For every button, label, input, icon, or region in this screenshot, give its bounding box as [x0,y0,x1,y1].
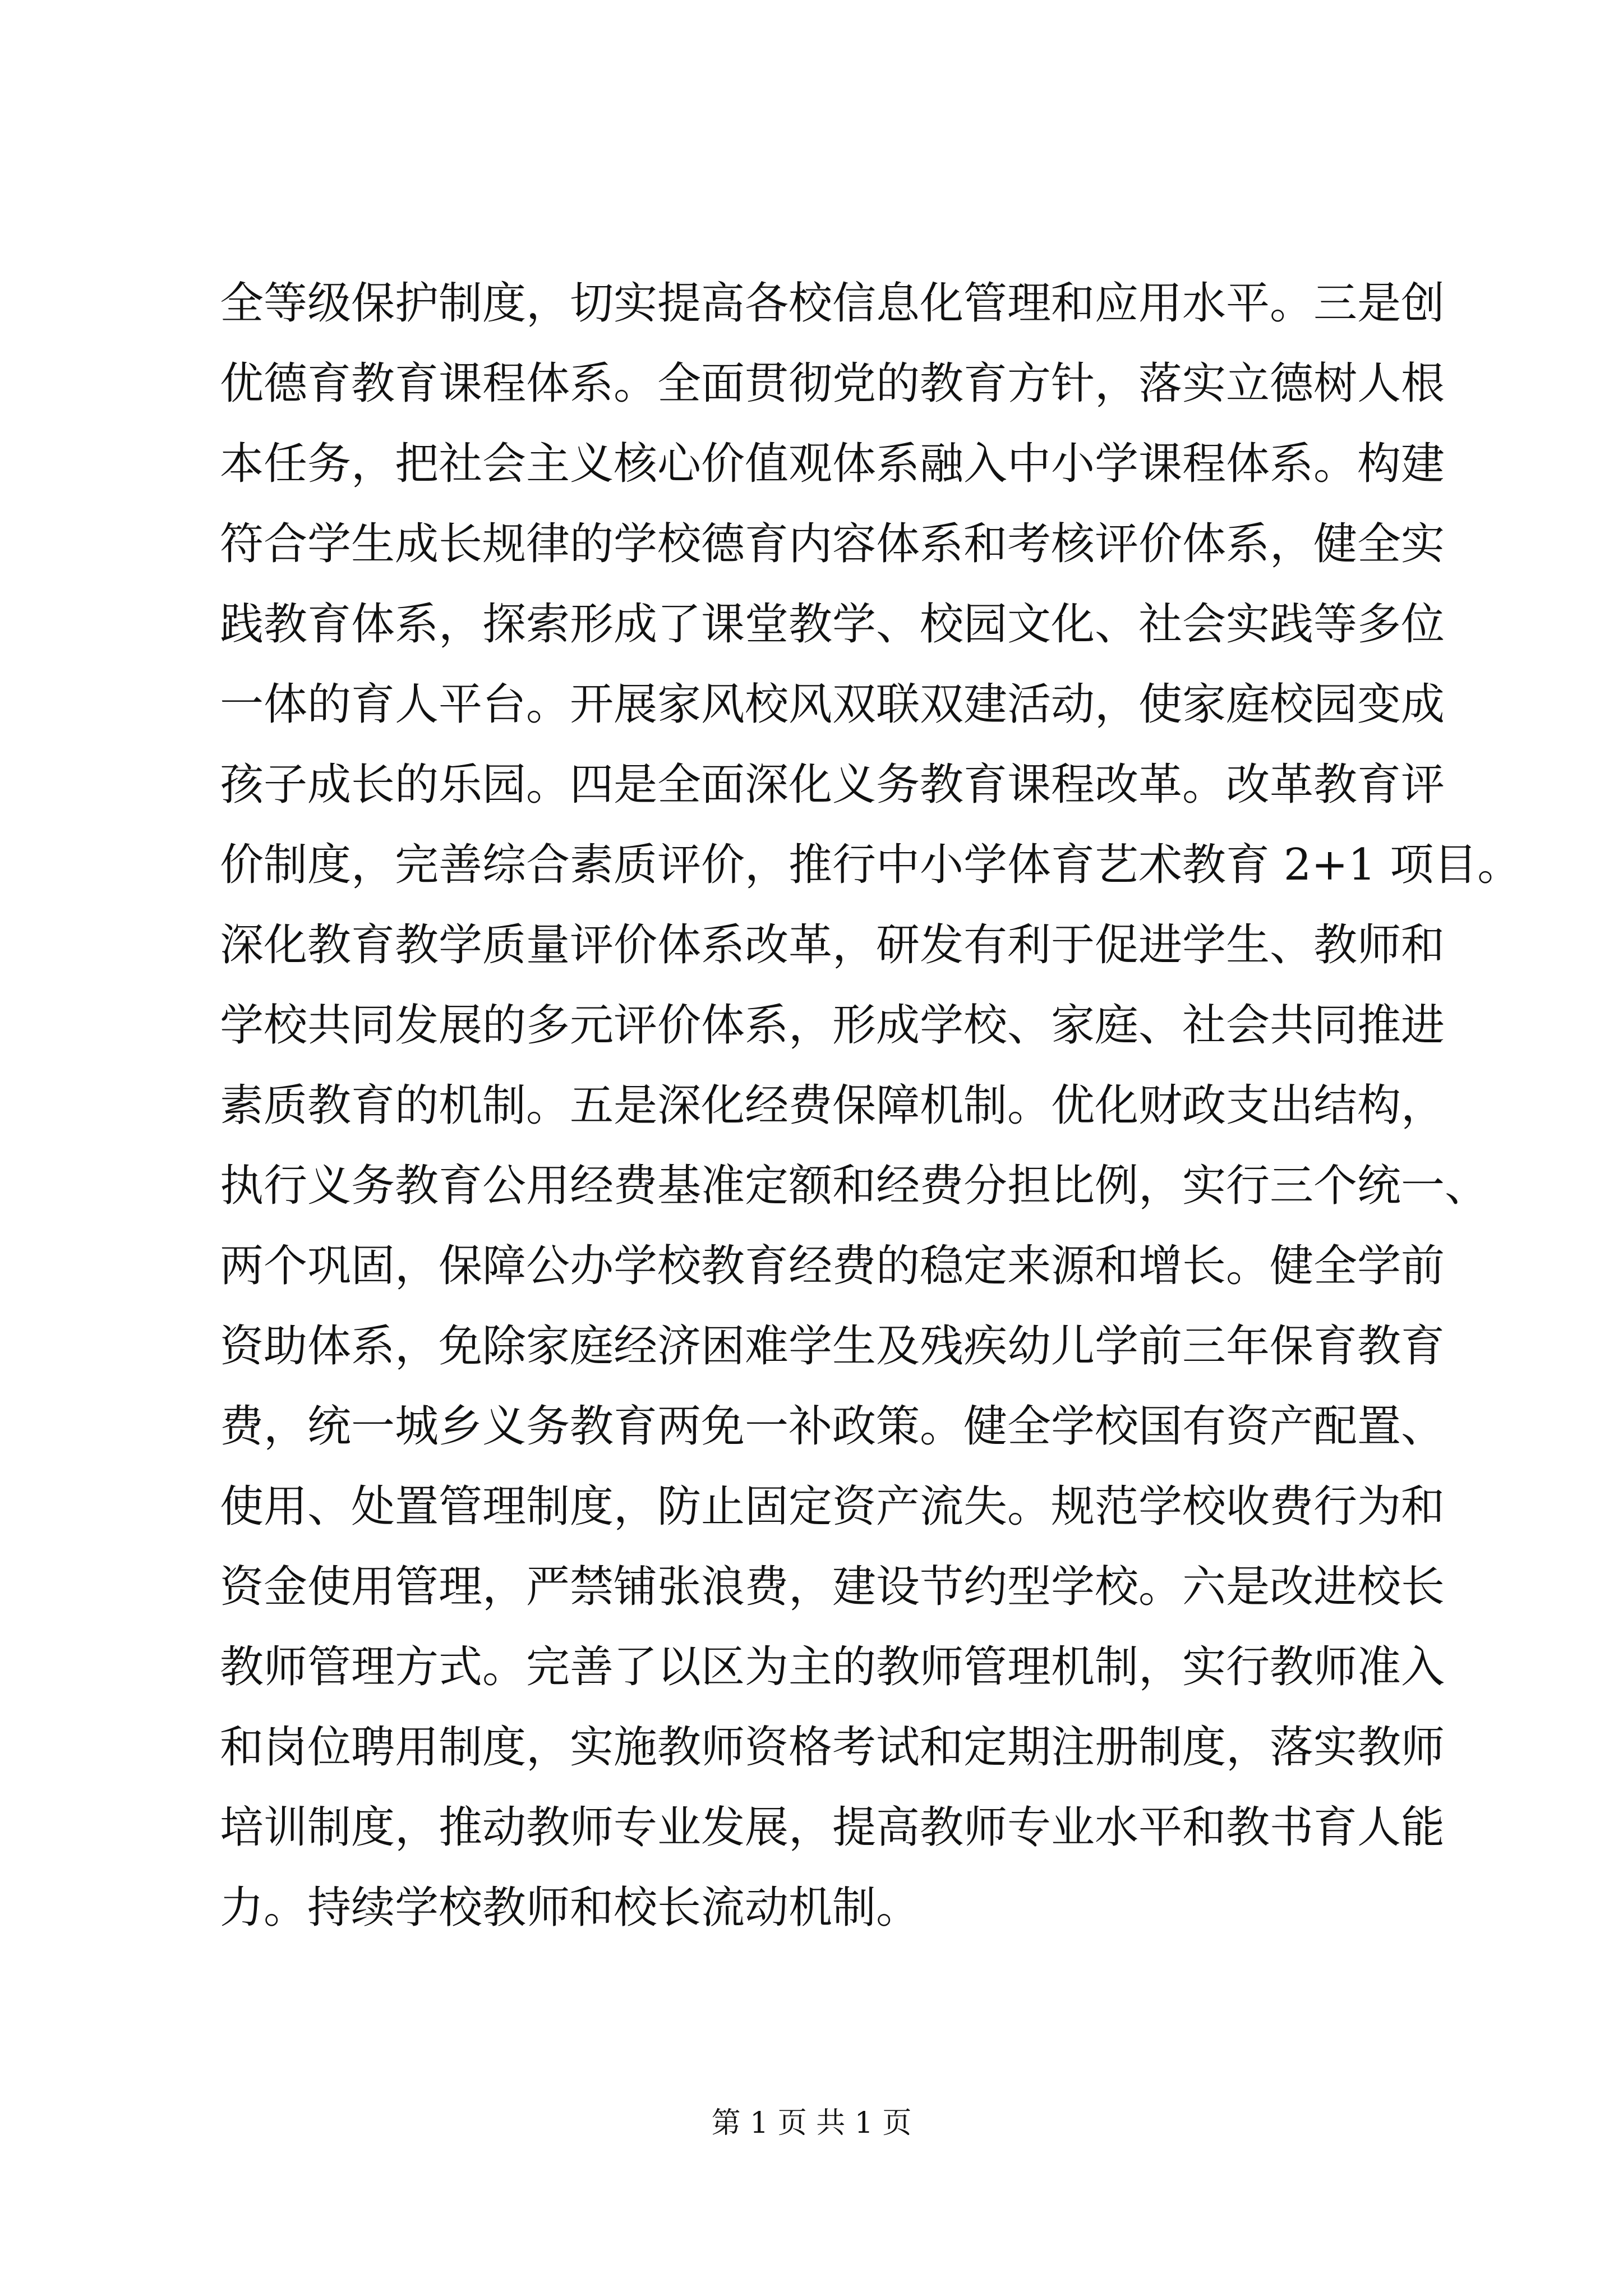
text-line: 素质教育的机制。五是深化经费保障机制。优化财政支出结构， [220,1080,1445,1131]
body-text [220,264,1521,1948]
text-line: 和岗位聘用制度，实施教师资格考试和定期注册制度，落实教师 [220,1722,1445,1773]
page-footer [0,2104,1623,2143]
text-line: 全等级保护制度，切实提高各校信息化管理和应用水平。三是创 [220,278,1445,329]
text-line: 费，统一城乡义务教育两免一补政策。健全学校国有资产配置、 [220,1401,1445,1452]
page-number: 第 1 页 共 1 页 [711,2106,912,2140]
text-line: 学校共同发展的多元评价体系，形成学校、家庭、社会共同推进 [220,1000,1445,1051]
text-line: 资金使用管理，严禁铺张浪费，建设节约型学校。六是改进校长 [220,1562,1445,1612]
text-line: 优德育教育课程体系。全面贯彻党的教育方针，落实立德树人根 [220,358,1445,409]
text-line: 孩子成长的乐园。四是全面深化义务教育课程改革。改革教育评 [220,760,1445,810]
text-line: 培训制度，推动教师专业发展，提高教师专业水平和教书育人能 [220,1802,1445,1853]
text-line: 教师管理方式。完善了以区为主的教师管理机制，实行教师准入 [220,1642,1445,1692]
text-line: 符合学生成长规律的学校德育内容体系和考核评价体系，健全实 [220,519,1445,569]
text-line: 本任务，把社会主义核心价值观体系融入中小学课程体系。构建 [220,439,1445,489]
text-line: 一体的育人平台。开展家风校风双联双建活动，使家庭校园变成 [220,679,1445,730]
text-line: 资助体系，免除家庭经济困难学生及残疾幼儿学前三年保育教育 [220,1321,1445,1372]
text-line: 力。持续学校教师和校长流动机制。 [220,1883,920,1933]
text-line: 使用、处置管理制度，防止固定资产流失。规范学校收费行为和 [220,1481,1445,1532]
text-line: 两个巩固，保障公办学校教育经费的稳定来源和增长。健全学前 [220,1241,1445,1291]
text-line: 执行义务教育公用经费基准定额和经费分担比例，实行三个统一、 [220,1161,1489,1211]
text-line: 践教育体系，探索形成了课堂教学、校园文化、社会实践等多位 [220,599,1445,650]
text-line: 价制度，完善综合素质评价，推行中小学体育艺术教育 2+1 项目。 [220,840,1521,890]
text-line: 深化教育教学质量评价体系改革，研发有利于促进学生、教师和 [220,920,1445,970]
